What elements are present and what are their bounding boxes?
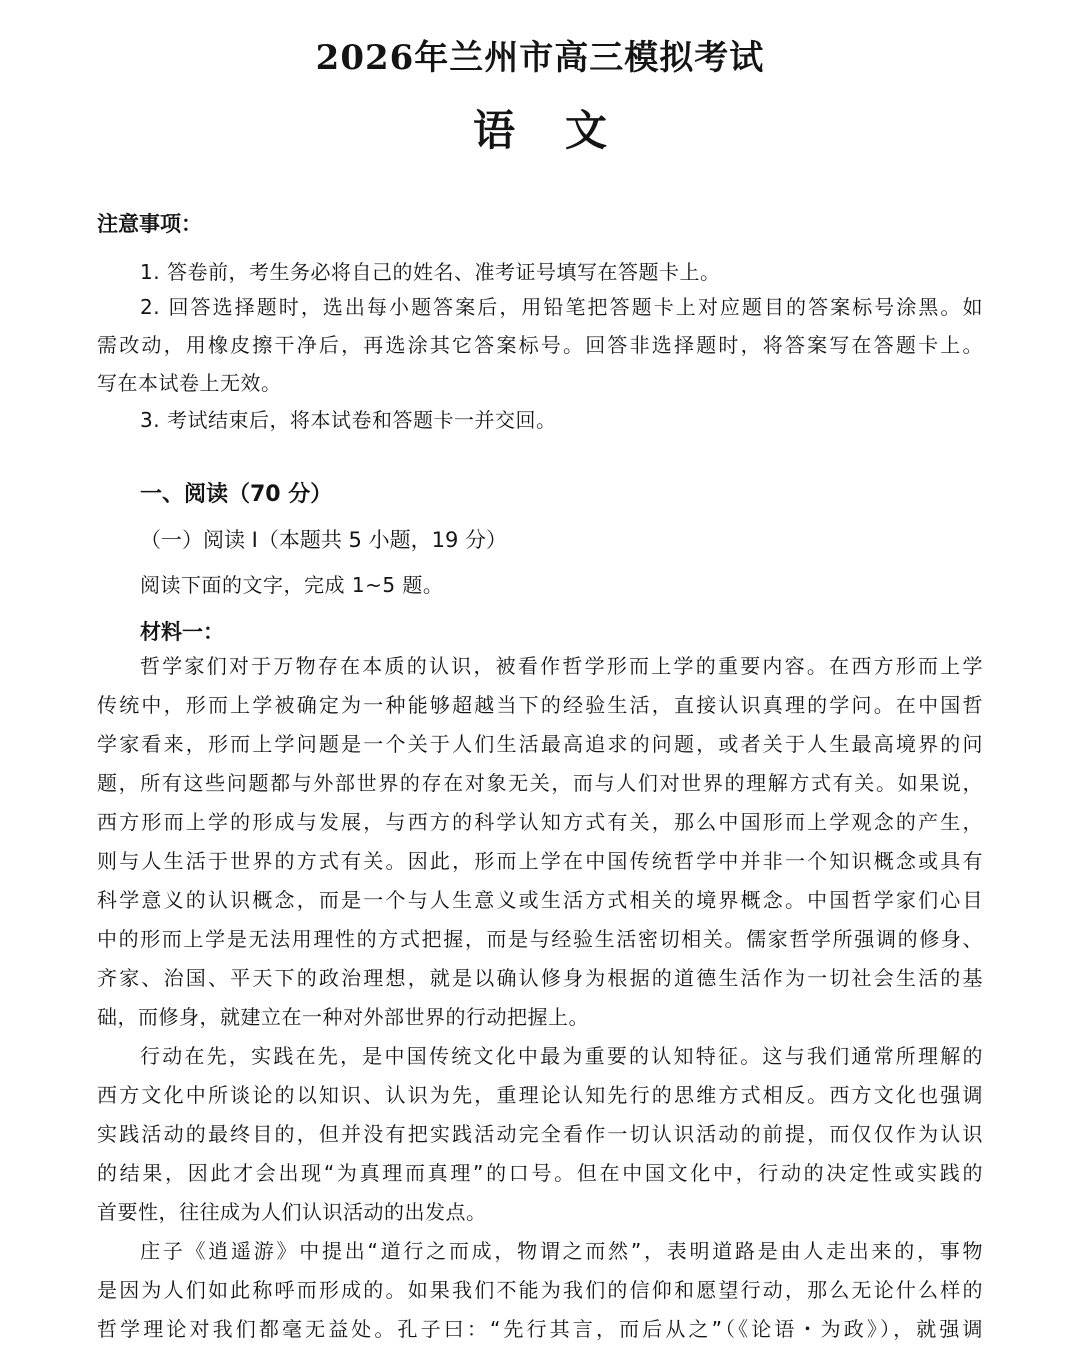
passage-line: 庄子《逍遥游》中提出“道行之而成，物谓之而然”，表明道路是由人走出来的，事物 [140,1239,983,1263]
passage-line: 中的形而上学是无法用理性的方式把握，而是与经验生活密切相关。儒家哲学所强调的修身、 [97,927,983,951]
passage-line: 哲学理论对我们都毫无益处。孔子曰：“先行其言，而后从之”（《论语・为政》），就强调 [97,1317,983,1341]
passage-line: 齐家、治国、平天下的政治理想，就是以确认修身为根据的道德生活作为一切社会生活的基 [97,966,983,990]
reading-instruction: 阅读下面的文字，完成 1~5 题。 [140,573,444,597]
passage-line: 传统中，形而上学被确定为一种能够超越当下的经验生活，直接认识真理的学问。在中国哲 [97,693,983,717]
passage-line: 哲学家们对于万物存在本质的认识，被看作哲学形而上学的重要内容。在西方形而上学 [140,654,983,678]
notice-item-2-line-3: 写在本试卷上无效。 [97,371,282,395]
passage-line: 科学意义的认识概念，而是一个与人生意义或生活方式相关的境界概念。中国哲学家们心目 [97,888,983,912]
passage-line: 题，所有这些问题都与外部世界的存在对象无关，而与人们对世界的理解方式有关。如果说， [97,771,983,795]
section-heading: 一、阅读（70 分） [140,482,333,507]
passage-line: 是因为人们如此称呼而形成的。如果我们不能为我们的信仰和愿望行动，那么无论什么样的 [97,1278,983,1302]
passage-line: 的结果，因此才会出现“为真理而真理”的口号。但在中国文化中，行动的决定性或实践的 [97,1161,983,1185]
exam-title: 2026年兰州市高三模拟考试 [315,38,765,78]
passage-line: 西方形而上学的形成与发展，与西方的科学认知方式有关，那么中国形而上学观念的产生， [97,810,983,834]
material-label: 材料一： [140,620,224,644]
subsection-heading: （一）阅读 I（本题共 5 小题，19 分） [140,528,507,552]
notice-item-2-line-2: 需改动，用橡皮擦干净后，再选涂其它答案标号。回答非选择题时，将答案写在答题卡上。 [97,333,983,357]
passage-line: 则与人生活于世界的方式有关。因此，形而上学在中国传统哲学中并非一个知识概念或具有 [97,849,983,873]
passage-line: 首要性，往往成为人们认识活动的出发点。 [97,1200,487,1224]
passage-line: 西方文化中所谈论的以知识、认识为先，重理论认知先行的思维方式相反。西方文化也强调 [97,1083,983,1107]
notice-item-2-line-1: 2. 回答选择题时，选出每小题答案后，用铅笔把答题卡上对应题目的答案标号涂黑。如 [140,295,983,319]
notice-heading: 注意事项： [97,212,202,236]
subject-title: 语文 [472,106,657,155]
notice-item-3: 3. 考试结束后，将本试卷和答题卡一并交回。 [140,408,557,432]
passage-line: 学家看来，形而上学问题是一个关于人们生活最高追求的问题，或者关于人生最高境界的问 [97,732,983,756]
passage-line: 行动在先，实践在先，是中国传统文化中最为重要的认知特征。这与我们通常所理解的 [140,1044,983,1068]
passage-line: 础，而修身，就建立在一种对外部世界的行动把握上。 [97,1005,589,1029]
notice-item-1: 1. 答卷前，考生务必将自己的姓名、准考证号填写在答题卡上。 [140,260,721,284]
passage-line: 实践活动的最终目的，但并没有把实践活动完全看作一切认识活动的前提，而仅仅作为认识 [97,1122,983,1146]
